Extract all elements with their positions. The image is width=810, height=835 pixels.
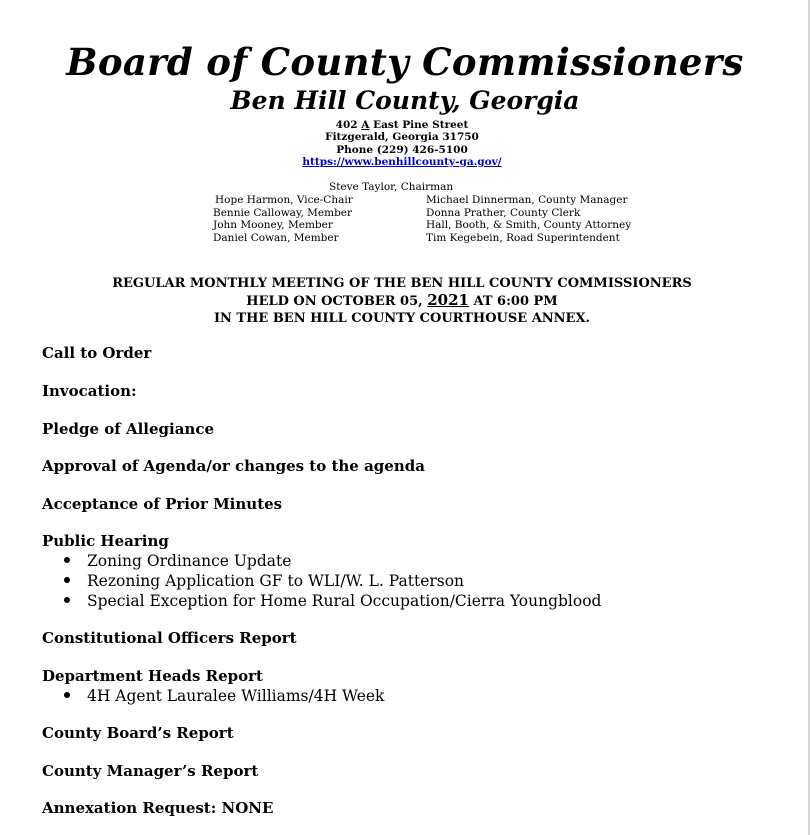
meeting-location: IN THE BEN HILL COUNTY COURTHOUSE ANNEX. — [213, 311, 591, 326]
official-name: Hall, Booth, & Smith, County Attorney — [426, 219, 632, 231]
list-item: Special Exception for Home Rural Occupation/Cierra Youngblood — [64, 591, 601, 611]
agenda-invocation: Invocation: — [42, 382, 137, 400]
official-name: Michael Dinnerman, County Manager — [426, 194, 628, 206]
document-title: Board of County Commissioners — [66, 40, 744, 84]
meeting-time: AT 6:00 PM — [468, 294, 558, 309]
official-name: Hope Harmon, Vice-Chair — [215, 194, 353, 206]
agenda-public-hearing: Public Hearing — [42, 532, 169, 550]
officials-right-column — [426, 194, 631, 244]
agenda-call-to-order: Call to Order — [42, 344, 152, 362]
website-link[interactable]: https://www.benhillcounty-ga.gov/ — [302, 156, 502, 168]
city-line: Fitzgerald, Georgia 31750 — [325, 131, 479, 143]
official-name: John Mooney, Member — [213, 219, 333, 231]
document-subtitle: Ben Hill County, Georgia — [230, 86, 580, 115]
address-letter: A — [361, 119, 370, 131]
bullet-icon — [64, 597, 70, 603]
agenda-constitutional-officers: Constitutional Officers Report — [42, 629, 297, 647]
officials-left-column — [213, 194, 353, 244]
official-name: Bennie Calloway, Member — [213, 206, 353, 219]
agenda-pledge: Pledge of Allegiance — [42, 420, 215, 438]
department-heads-list — [64, 686, 384, 706]
address-number: 402 — [335, 119, 358, 131]
agenda-annexation: Annexation Request: NONE — [42, 799, 274, 817]
meeting-date-prefix: HELD ON OCTOBER 05, — [246, 294, 428, 309]
agenda-county-manager: County Manager’s Report — [42, 762, 259, 780]
meeting-date — [0, 292, 804, 311]
list-item: Zoning Ordinance Update — [64, 551, 601, 571]
public-hearing-list — [64, 551, 601, 611]
meeting-title: REGULAR MONTHLY MEETING OF THE BEN HILL COUNTY COMMISSIONERS — [112, 276, 692, 291]
agenda-approval: Approval of Agenda/or changes to the agenda — [42, 457, 425, 475]
official-name: Daniel Cowan, Member — [213, 231, 339, 244]
bullet-icon — [64, 692, 70, 698]
list-item: 4H Agent Lauralee Williams/4H Week — [64, 686, 384, 706]
address-street: East Pine Street — [373, 119, 469, 131]
bullet-icon — [64, 577, 70, 583]
chairman: Steve Taylor, Chairman — [329, 181, 454, 193]
phone-line: Phone (229) 426-5100 — [336, 144, 468, 156]
list-item: Rezoning Application GF to WLI/W. L. Patterson — [64, 571, 601, 591]
official-name: Tim Kegebein, Road Superintendent — [426, 231, 620, 244]
official-name: Donna Prather, County Clerk — [426, 206, 581, 219]
bullet-icon — [64, 557, 70, 563]
agenda-prior-minutes: Acceptance of Prior Minutes — [42, 495, 283, 513]
agenda-county-board: County Board’s Report — [42, 724, 234, 742]
agenda-department-heads: Department Heads Report — [42, 667, 263, 685]
meeting-year: 2021 — [427, 291, 469, 309]
